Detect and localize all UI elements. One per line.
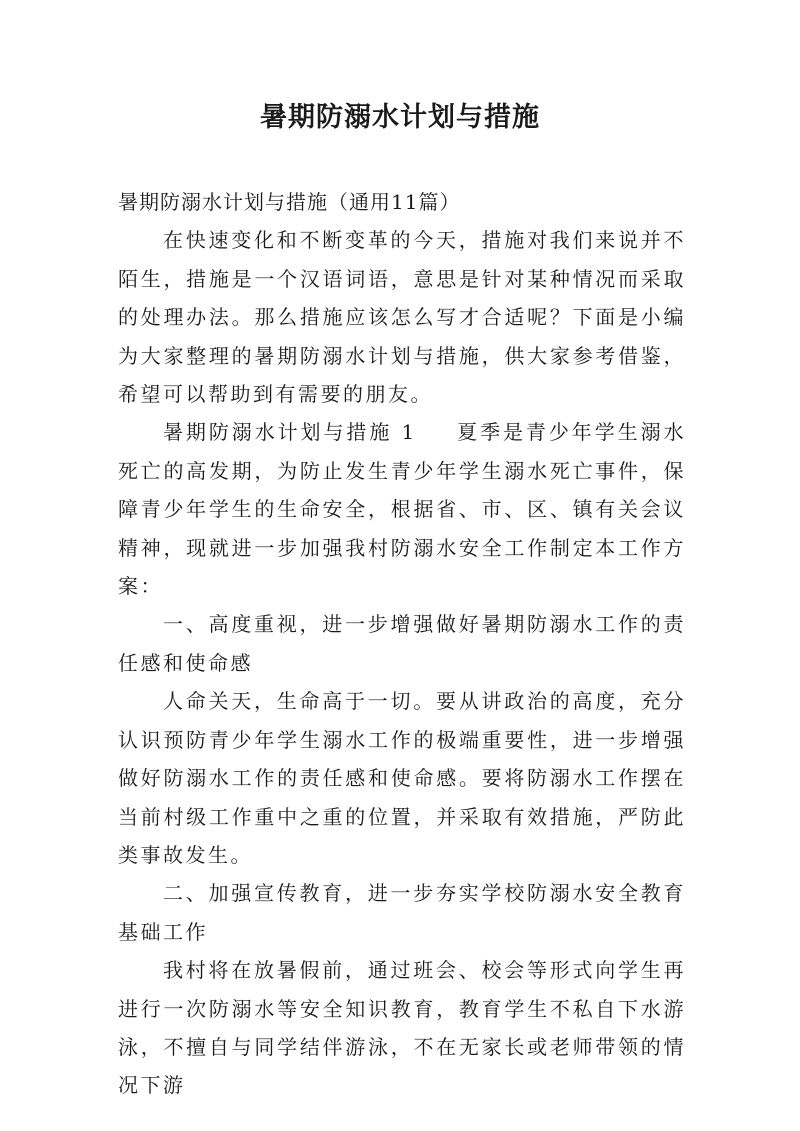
section1-text: 夏季是青少年学生溺水死亡的高发期，为防止发生青少年学生溺水死亡事件，保障青少年学生的生命安全，根据省、市、区、镇有关会议精神，现就进一步加强我村防溺水安全工作制定本工作方案： [118,420,686,599]
point2-paragraph: 我村将在放暑假前，通过班会、校会等形式向学生再进行一次防溺水等安全知识教育，教育学生不私自下水游泳，不擅自与同学结伴游泳，不在无家长或老师带领的情况下游 [118,958,686,1098]
section1-heading: 暑期防溺水计划与措施 1 [163,420,417,445]
document-subtitle: 暑期防溺水计划与措施（通用11篇） [118,190,461,214]
intro-paragraph: 在快速变化和不断变革的今天，措施对我们来说并不陌生，措施是一个汉语词语，意思是针对某种情况而采取的处理办法。那么措施应该怎么写才合适呢？下面是小编为大家整理的暑期防溺水计划与措施，供大家参考借鉴，希望可以帮助到有需要的朋友。 [118,228,686,407]
section1-paragraph [118,413,686,605]
point2-heading: 二、加强宣传教育，进一步夯实学校防溺水安全教育基础工作 [118,881,686,944]
document-body [118,183,686,1105]
document-title: 暑期防溺水计划与措施 [260,102,540,133]
point1-heading: 一、高度重视，进一步增强做好暑期防溺水工作的责任感和使命感 [118,612,686,675]
point1-paragraph: 人命关天，生命高于一切。要从讲政治的高度，充分认识预防青少年学生溺水工作的极端重要性，进一步增强做好防溺水工作的责任感和使命感。要将防溺水工作摆在当前村级工作重中之重的位置，并采取有效措施，严防此类事故发生。 [118,689,686,867]
